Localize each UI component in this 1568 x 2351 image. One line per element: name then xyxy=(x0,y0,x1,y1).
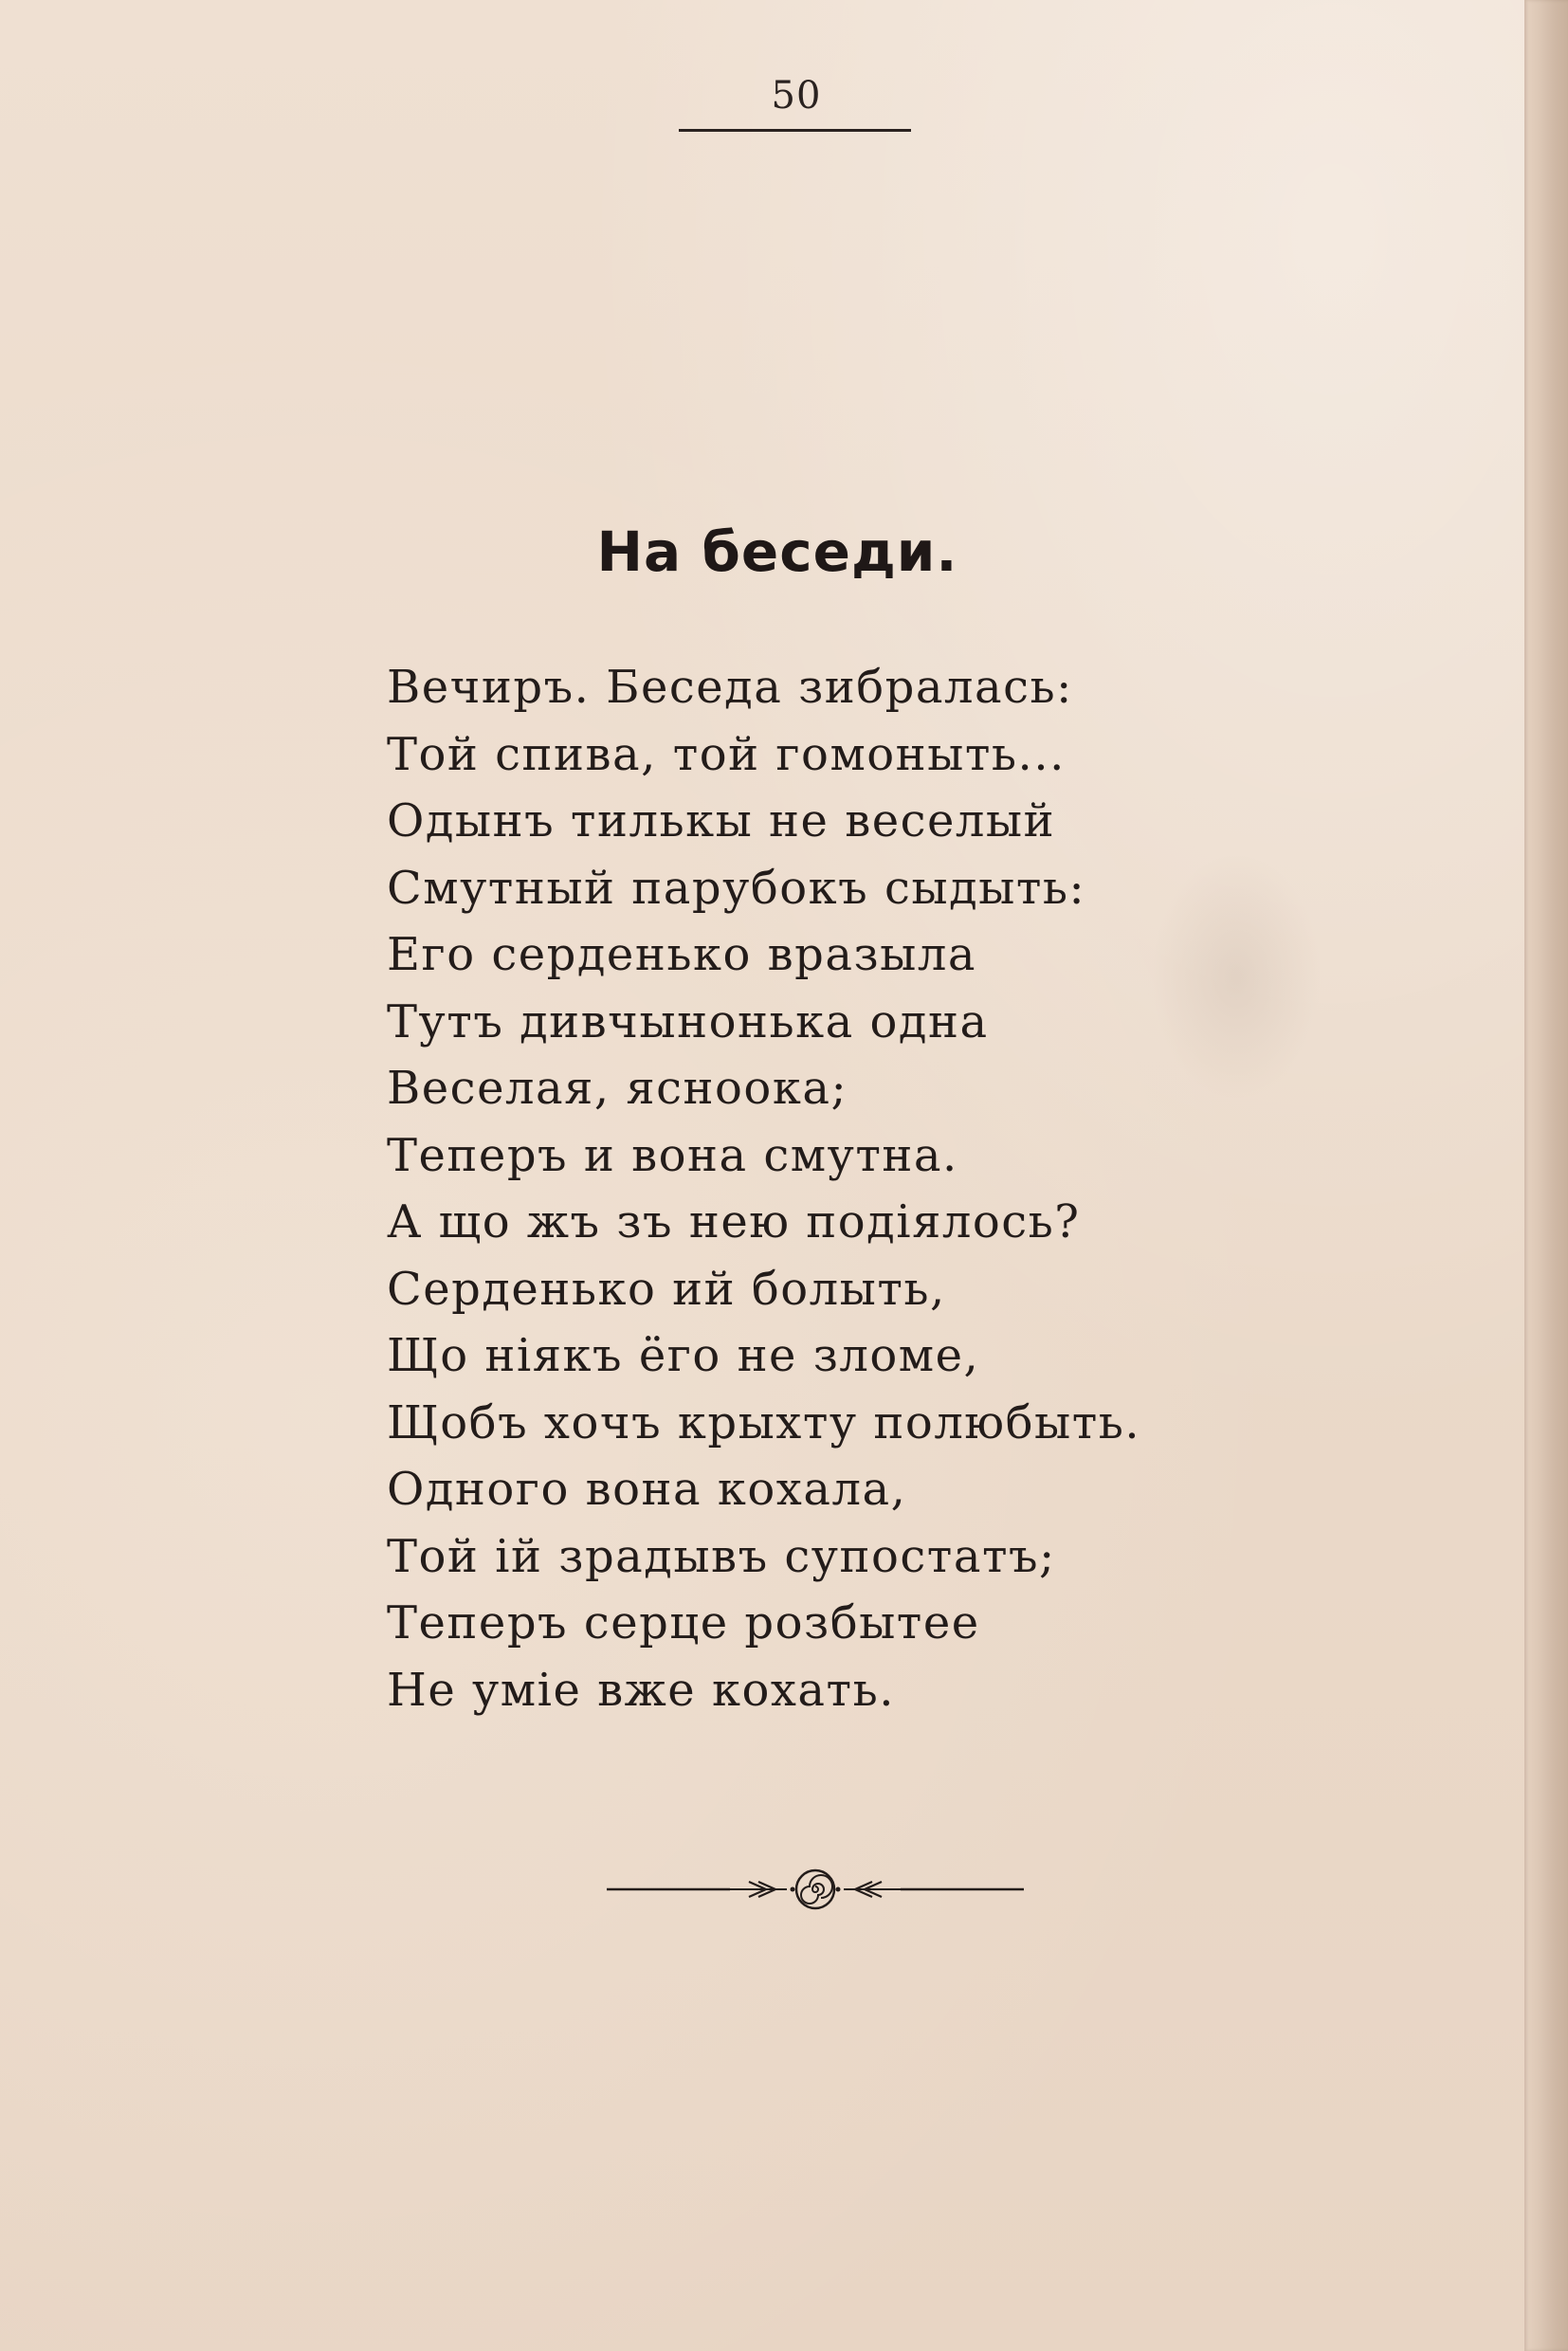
poem-line: Одного вона кохала, xyxy=(387,1463,907,1516)
poem-line: Теперъ серце розбытее xyxy=(387,1596,980,1649)
poem-line: Не умiе вже кохать. xyxy=(387,1663,895,1717)
poem-line: Веселая, ясноока; xyxy=(387,1062,848,1115)
poem-line: Одынъ тилькы не веселый xyxy=(387,794,1056,847)
poem-line: А що жъ зъ нею подiялось? xyxy=(387,1195,1081,1248)
poem-line: Що нiякъ ёго не зломе, xyxy=(387,1329,980,1382)
poem-line: Теперъ и вона смутна. xyxy=(387,1128,958,1182)
poem-line: Вечиръ. Беседа зибралась: xyxy=(387,661,1073,714)
poem-line: Той спива, той гомоныть... xyxy=(387,727,1066,781)
poem-line: Щобъ хочъ крыхту полюбыть. xyxy=(387,1395,1141,1449)
poem-body xyxy=(387,654,1278,1723)
page-number-rule xyxy=(679,129,911,132)
page-number: 50 xyxy=(771,74,822,118)
poem-line: Серденько ий болыть, xyxy=(387,1262,946,1316)
poem-line: Тутъ дивчынонька одна xyxy=(387,994,989,1048)
poem-line: Смутный парубокъ сыдыть: xyxy=(387,861,1086,915)
spiral-flourish-icon xyxy=(607,1866,1024,1913)
poem-line: Его серденько вразыла xyxy=(387,928,976,981)
page-edge xyxy=(1524,0,1568,2351)
poem-line: Той iй зрадывъ супостатъ; xyxy=(387,1529,1056,1583)
poem-title: На беседи. xyxy=(596,519,958,584)
